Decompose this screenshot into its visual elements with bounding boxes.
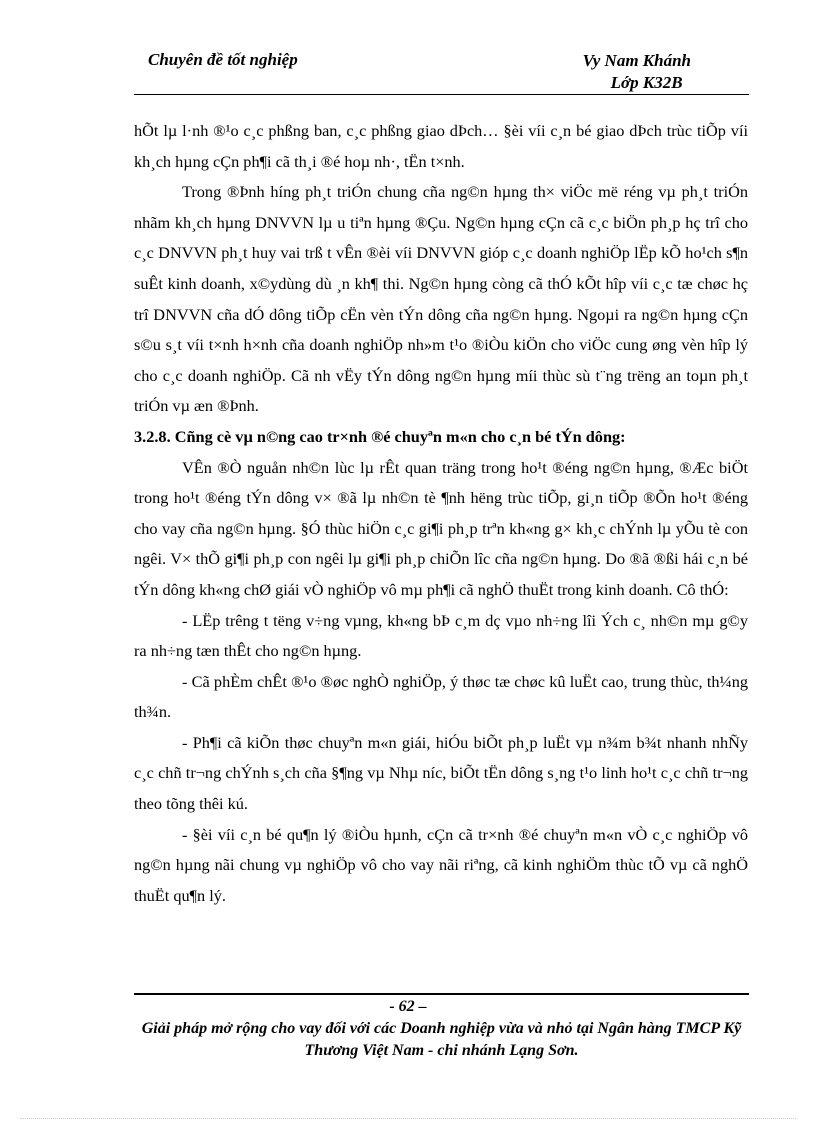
- header-author-name: Vy Nam Khánh: [582, 51, 691, 70]
- header-class-name: Lớp K32B: [610, 73, 683, 92]
- page-header: [134, 48, 749, 96]
- page-number: - 62 –: [389, 998, 427, 1015]
- list-item: - §èi víi c¸n bé qu¶n lý ®iÒu hµnh, cÇn cã tr×nh ®é chuyªn m«n vÒ c¸c nghiÖp vô ng©n hµng nãi chung vµ nghiÖp vô cho vay nãi riªng, cã kinh nghiÖm thùc tÕ vµ cã nghÖ thuËt qu¶n lý.: [134, 824, 748, 905]
- section-heading: 3.2.8. Cñng cè vµ n©ng cao tr×nh ®é chuyªn m«n cho c¸n bé tÝn dông:: [134, 426, 626, 446]
- paragraph-continued: hÕt lµ l·nh ®¹o c¸c phßng ban, c¸c phßng giao dÞch… §èi víi c¸n bé giao dÞch trùc tiÕp víi kh¸ch hµng cÇn ph¶i cã th¸i ®é hoµ nh·, tËn t×nh.: [134, 121, 748, 171]
- list-item: - Ph¶i cã kiÕn thøc chuyªn m«n giái, hiÓu biÕt ph¸p luËt vµ n¾m b¾t nhanh nhÑy c¸c chñ tr¬ng chÝnh s¸ch cña §¶ng vµ Nhµ níc, biÕt tËn dông s¸ng t¹o linh ho¹t c¸c chñ tr¬ng theo tõng thêi kú.: [134, 732, 748, 814]
- footer-rule: [134, 993, 749, 995]
- page-bottom-border: [20, 1118, 796, 1119]
- paragraph: VÊn ®Ò nguån nh©n lùc lµ rÊt quan träng trong ho¹t ®éng ng©n hµng, ®Æc biÖt trong ho¹t ®éng tÝn dông v× ®ã lµ nh©n tè ¶nh hëng trùc tiÕp, gi¸n tiÕp ®Õn ho¹t ®éng cho vay cña ng©n hµng. §Ó thùc hiÖn c¸c gi¶i ph¸p trªn kh«ng g× kh¸c chÝnh lµ yÕu tè con ngêi. V× thÕ gi¶i ph¸p con ngêi lµ gi¶i ph¸p chiÕn lîc cña ng©n hµng. Do ®ã ®ßi hái c¸n bé tÝn dông kh«ng chØ giái vÒ nghiÖp vô mµ ph¶i cã nghÖ thuËt trong kinh doanh. Cô thÓ:: [134, 457, 748, 599]
- header-document-type: Chuyên đề tốt nghiệp: [148, 50, 298, 69]
- header-rule: [134, 94, 749, 95]
- header-author-block: [583, 50, 691, 94]
- footer-thesis-title: Giải pháp mở rộng cho vay đối với các Doanh nghiệp vừa và nhỏ tại Ngân hàng TMCP Kỹ Thương Việt Nam - chi nhánh Lạng Sơn.: [141, 1020, 742, 1059]
- list-item: - LËp trêng t tëng v÷ng vµng, kh«ng bÞ c¸m dç vµo nh÷ng lîi Ých c¸ nh©n mµ g©y ra nh÷ng tæn thÊt cho ng©n hµng.: [134, 610, 748, 661]
- list-item: - Cã phÈm chÊt ®¹o ®øc nghÒ nghiÖp, ý thøc tæ chøc kû luËt cao, trung thùc, th¼ng th¾n.: [134, 671, 748, 722]
- page-body: [134, 116, 748, 911]
- paragraph: Trong ®Þnh híng ph¸t triÓn chung cña ng©n hµng th× viÖc më réng vµ ph¸t triÓn nhãm kh¸ch hµng DNVVN lµ u tiªn hµng ®Çu. Ng©n hµng cÇn cã c¸c biÖn ph¸p hç trî cho c¸c DNVVN ph¸t huy vai trß t vÊn ®èi víi DNVVN gióp c¸c doanh nghiÖp lËp kÕ ho¹ch s¶n suÊt kinh doanh, x©ydùng dù ¸n kh¶ thi. Ng©n hµng còng cã thÓ kÕt hîp víi c¸c tæ chøc hç trî DNVVN cña dÓ dông tiÕp cËn vèn tÝn dông cña ng©n hµng. Ngoµi ra ng©n hµng cÇn s©u s¸t víi t×nh h×nh cña doanh nghiÖp nh»m t¹o ®iÒu kiÖn cho viÖc cung øng vèn hîp lý cho c¸c doanh nghiÖp. Cã nh vËy tÝn dông ng©n hµng míi thùc sù t¨ng trëng an toµn ph¸t triÓn vµ æn ®Þnh.: [134, 182, 748, 416]
